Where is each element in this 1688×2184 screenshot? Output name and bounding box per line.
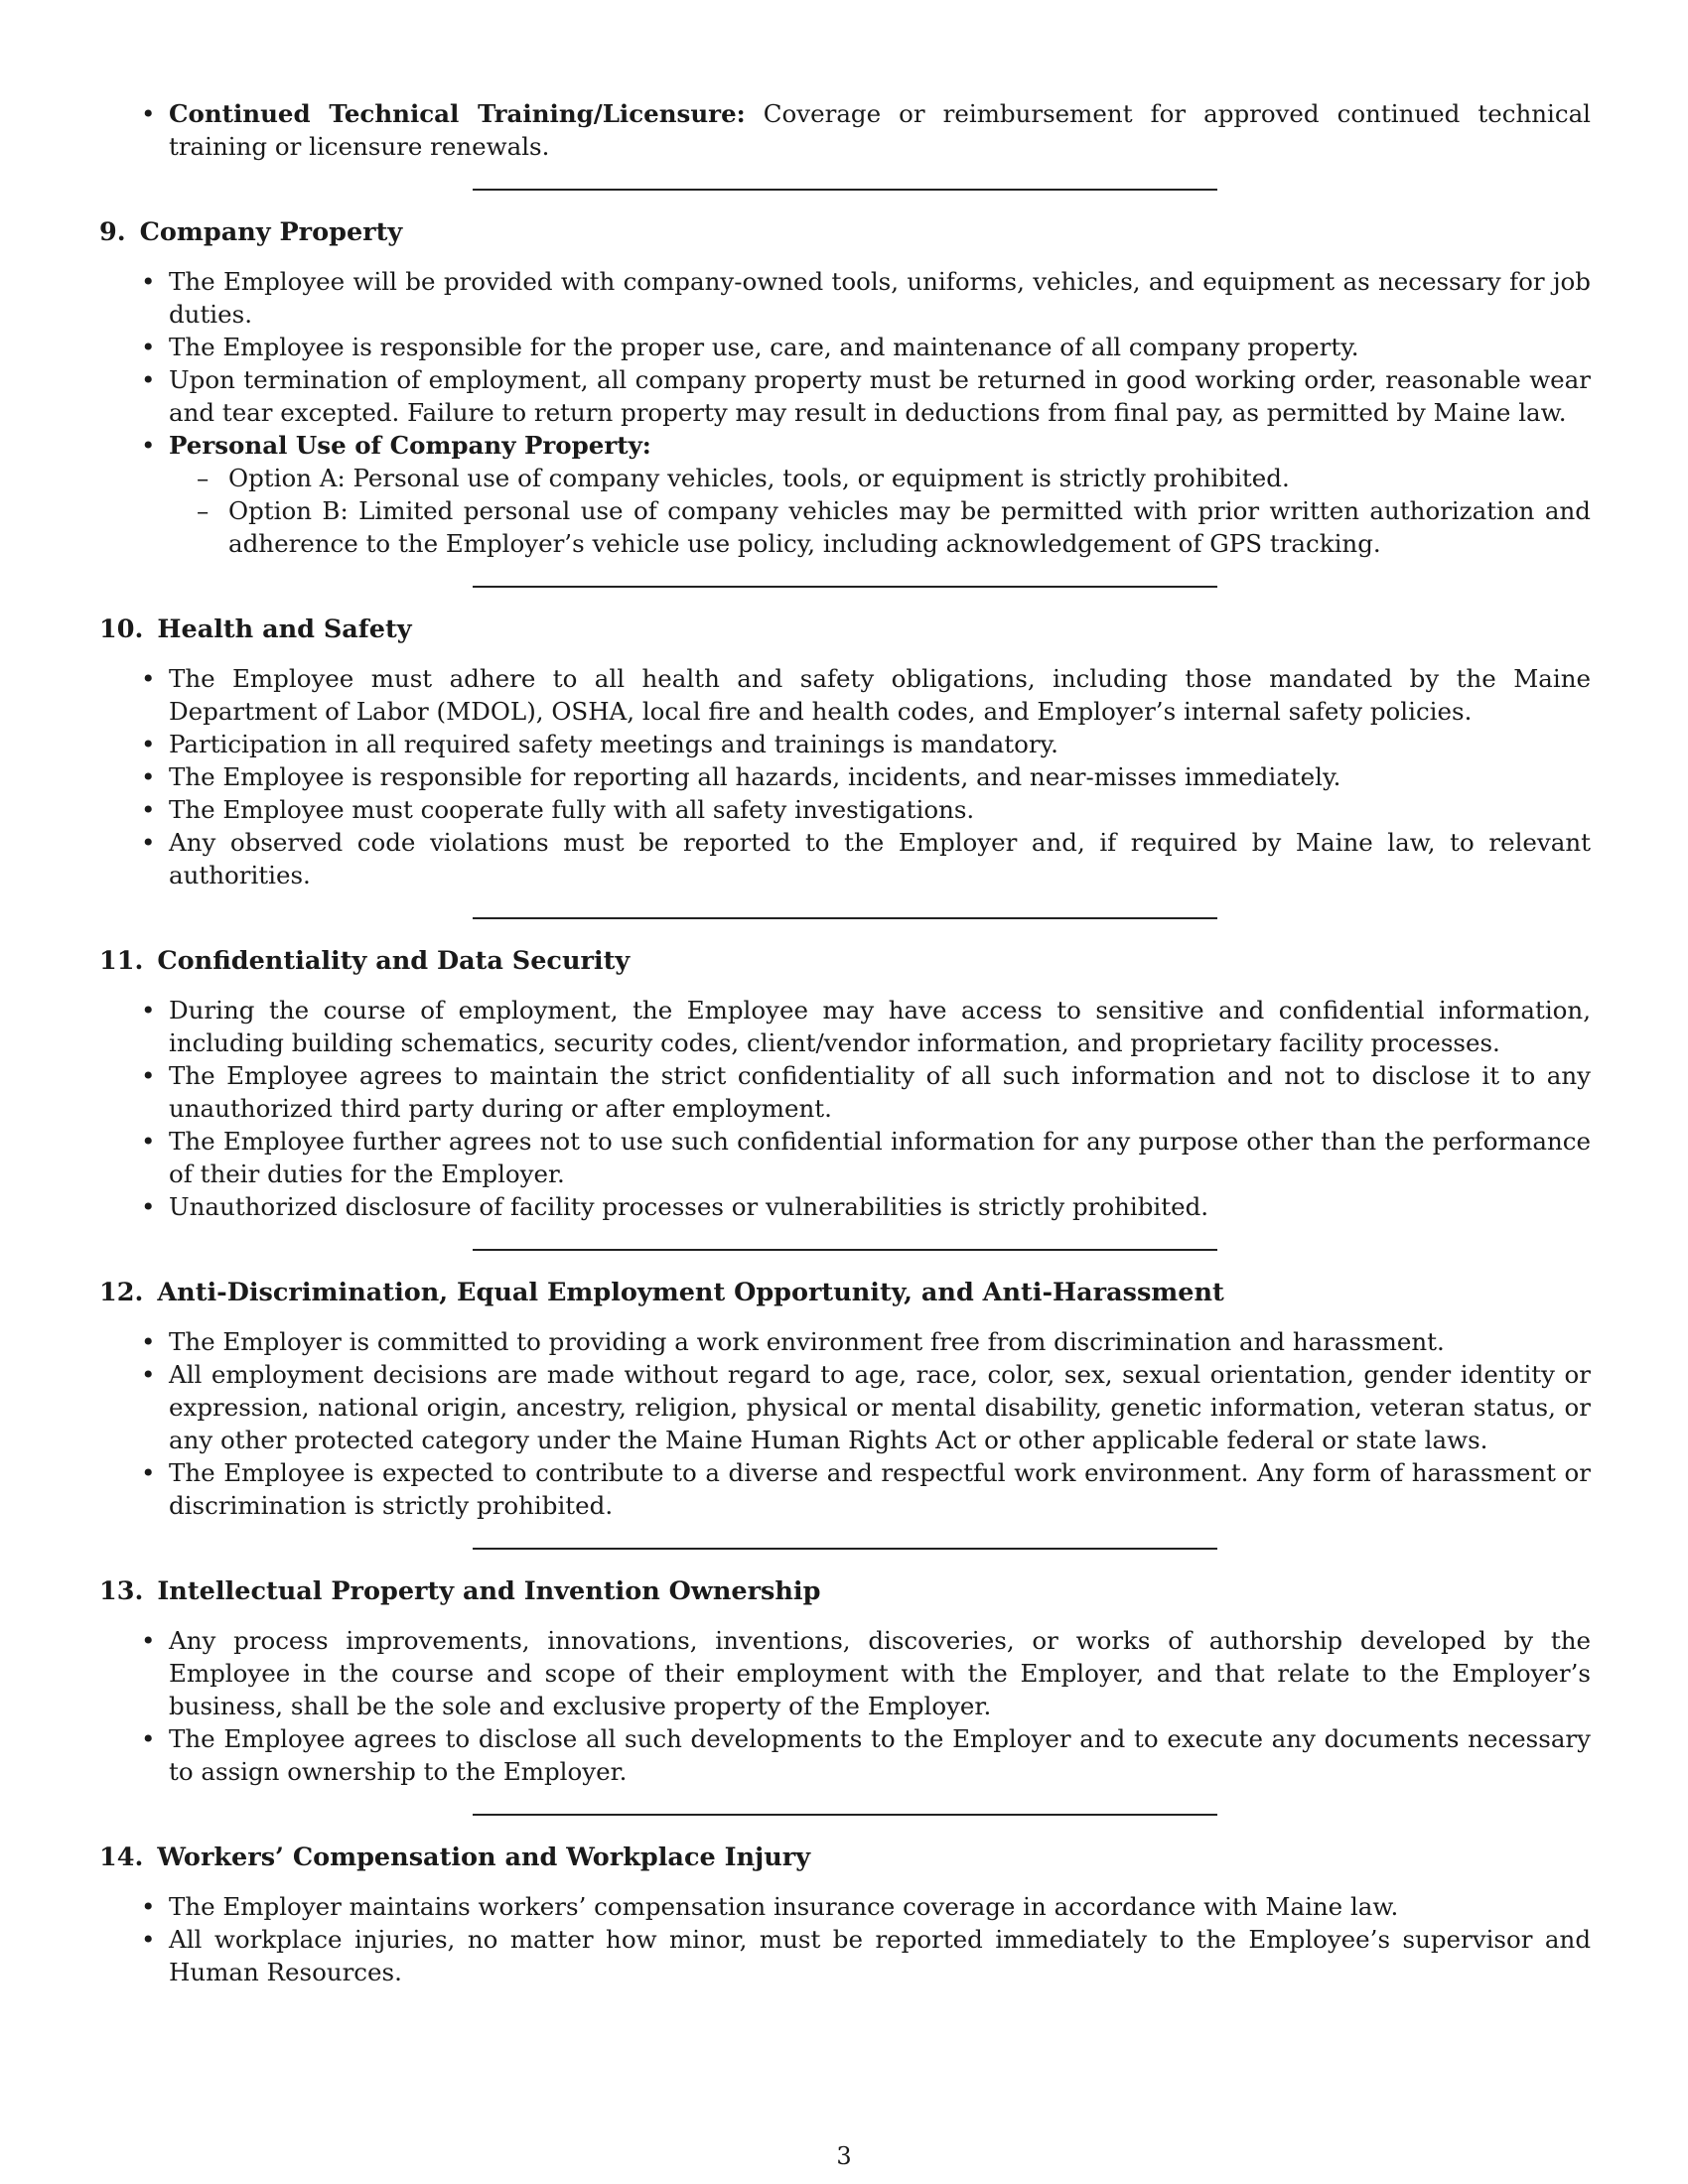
section-health-safety xyxy=(99,614,1591,891)
item-text: The Employee is expected to contribute to a diverse and respectful work environment. Any form of harassment or discrimination is strictly prohibited. xyxy=(169,1458,1591,1520)
item-text: The Employee is responsible for the proper use, care, and maintenance of all company property. xyxy=(169,333,1359,361)
list-item xyxy=(99,1890,1591,1923)
sub-item-text: Option A: Personal use of company vehicles, tools, or equipment is strictly prohibited. xyxy=(228,464,1290,492)
item-text: During the course of employment, the Employee may have access to sensitive and confidential information, including building schematics, security codes, client/vendor information, and proprietary facility processes. xyxy=(169,996,1591,1057)
section-number: 9. xyxy=(99,217,126,247)
section-heading xyxy=(99,216,1591,249)
list-item xyxy=(99,1923,1591,1988)
list-item xyxy=(99,662,1591,728)
list-item xyxy=(99,1325,1591,1358)
section-divider xyxy=(473,1548,1217,1550)
list-item xyxy=(99,97,1591,163)
section-list xyxy=(99,1890,1591,1988)
document-body xyxy=(99,97,1591,1988)
section-heading xyxy=(99,1277,1591,1309)
section-title: Health and Safety xyxy=(157,614,412,644)
section-list xyxy=(99,1624,1591,1788)
item-text: The Employee will be provided with company-owned tools, uniforms, vehicles, and equipment as necessary for job duties. xyxy=(169,267,1591,329)
section-heading xyxy=(99,1575,1591,1608)
list-item xyxy=(99,1358,1591,1456)
section-divider xyxy=(473,189,1217,191)
item-text: Unauthorized disclosure of facility processes or vulnerabilities is strictly prohibited. xyxy=(169,1192,1209,1221)
item-lead: Continued Technical Training/Licensure: xyxy=(169,99,746,128)
section-heading xyxy=(99,614,1591,646)
list-item xyxy=(99,1456,1591,1522)
list-item xyxy=(99,1190,1591,1223)
section-number: 11. xyxy=(99,946,144,976)
section-list xyxy=(99,265,1591,560)
section-confidentiality xyxy=(99,945,1591,1223)
item-text: The Employee agrees to maintain the strict confidentiality of all such information and not to disclose it to any unauthorized third party during or after employment. xyxy=(169,1061,1591,1123)
list-item xyxy=(99,1059,1591,1125)
sub-item-text: Option B: Limited personal use of company vehicles may be permitted with prior written authorization and adherence to the Employer’s vehicle use policy, including acknowledgement of GPS tracking. xyxy=(228,496,1591,558)
item-text: The Employee is responsible for reporting all hazards, incidents, and near-misses immediately. xyxy=(169,762,1341,791)
section-divider xyxy=(473,586,1217,588)
sub-list xyxy=(169,462,1591,560)
list-item xyxy=(99,363,1591,429)
section-number: 12. xyxy=(99,1278,144,1307)
list-item xyxy=(99,265,1591,331)
list-item xyxy=(99,1125,1591,1190)
section-number: 14. xyxy=(99,1843,144,1872)
item-text: The Employee agrees to disclose all such developments to the Employer and to execute any documents necessary to assign ownership to the Employer. xyxy=(169,1724,1591,1786)
section-list xyxy=(99,662,1591,891)
section-title: Confidentiality and Data Security xyxy=(157,946,631,976)
item-text: Any process improvements, innovations, inventions, discoveries, or works of authorship developed by the Employee in the course and scope of their employment with the Employer, and that relate to the Employer’s business, shall be the sole and exclusive property of the Employer. xyxy=(169,1626,1591,1720)
item-text: The Employee further agrees not to use such confidential information for any purpose other than the performance of their duties for the Employer. xyxy=(169,1127,1591,1188)
item-text: Participation in all required safety meetings and trainings is mandatory. xyxy=(169,730,1058,758)
list-item xyxy=(99,793,1591,826)
section-number: 10. xyxy=(99,614,144,644)
section-title: Company Property xyxy=(139,217,403,247)
section-heading xyxy=(99,1842,1591,1874)
sub-list-item xyxy=(169,462,1591,494)
intro-list xyxy=(99,97,1591,163)
page-number: 3 xyxy=(836,2142,852,2170)
list-item xyxy=(99,760,1591,793)
item-text: The Employer maintains workers’ compensation insurance coverage in accordance with Maine law. xyxy=(169,1892,1399,1921)
item-text: The Employee must cooperate fully with all safety investigations. xyxy=(169,795,975,824)
item-lead: Personal Use of Company Property: xyxy=(169,431,651,460)
section-list xyxy=(99,1325,1591,1522)
sub-list-item xyxy=(169,494,1591,560)
section-workers-compensation xyxy=(99,1842,1591,1988)
section-heading xyxy=(99,945,1591,978)
list-item xyxy=(99,826,1591,891)
section-anti-discrimination xyxy=(99,1277,1591,1522)
section-number: 13. xyxy=(99,1576,144,1606)
section-title: Intellectual Property and Invention Ownership xyxy=(157,1576,821,1606)
section-divider xyxy=(473,1249,1217,1251)
item-text: All employment decisions are made without regard to age, race, color, sex, sexual orientation, gender identity or expression, national origin, ancestry, religion, physical or mental disability, genetic information, veteran status, or any other protected category under the Maine Human Rights Act or other applicable federal or state laws. xyxy=(169,1360,1591,1454)
section-intellectual-property xyxy=(99,1575,1591,1788)
list-item xyxy=(99,331,1591,363)
list-item xyxy=(99,728,1591,760)
item-text: The Employee must adhere to all health and safety obligations, including those mandated by the Maine Department of Labor (MDOL), OSHA, local fire and health codes, and Employer’s internal safety policies. xyxy=(169,664,1591,726)
list-item xyxy=(99,994,1591,1059)
section-title: Workers’ Compensation and Workplace Injury xyxy=(157,1843,811,1872)
section-title: Anti-Discrimination, Equal Employment Opportunity, and Anti-Harassment xyxy=(157,1278,1224,1307)
section-company-property xyxy=(99,216,1591,560)
item-text: Any observed code violations must be reported to the Employer and, if required by Maine law, to relevant authorities. xyxy=(169,828,1591,889)
list-item xyxy=(99,1722,1591,1788)
item-text: Coverage or reimbursement for approved continued technical training or licensure renewals. xyxy=(169,99,1592,161)
section-divider xyxy=(473,917,1217,919)
list-item xyxy=(99,429,1591,560)
item-text: All workplace injuries, no matter how minor, must be reported immediately to the Employee’s supervisor and Human Resources. xyxy=(169,1925,1591,1986)
section-divider xyxy=(473,1814,1217,1816)
item-text: The Employer is committed to providing a work environment free from discrimination and harassment. xyxy=(169,1327,1445,1356)
item-text: Upon termination of employment, all company property must be returned in good working order, reasonable wear and tear excepted. Failure to return property may result in deductions from final pay, as permitted by Maine law. xyxy=(169,365,1591,427)
section-list xyxy=(99,994,1591,1223)
list-item xyxy=(99,1624,1591,1722)
